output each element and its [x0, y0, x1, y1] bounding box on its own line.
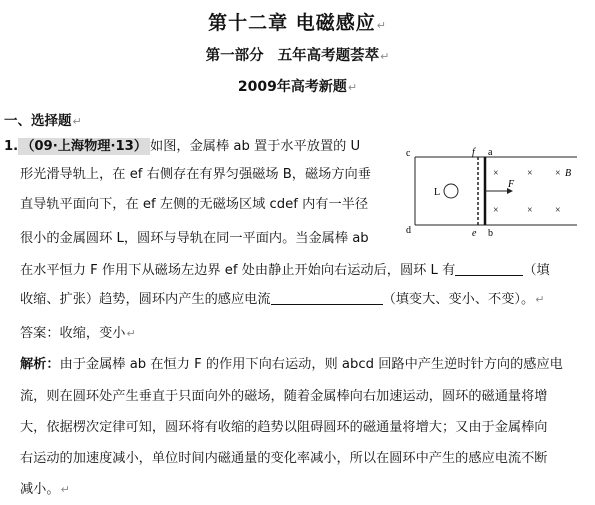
question-text-5a: 在水平恒力 F 作用下从磁场左边界 ef 处由静止开始向右运动后，圆环 L 有 — [20, 263, 456, 278]
analysis-line-3: 大，依据楞次定律可知，圆环将有收缩的趋势以阻碍圆环的磁通量将增大；又由于金属棒向 — [20, 420, 548, 435]
label-f: f — [472, 147, 475, 158]
chapter-title — [0, 8, 595, 35]
question-line-1 — [4, 138, 360, 156]
paragraph-mark: ↵ — [60, 483, 70, 496]
part-title — [0, 44, 595, 65]
analysis-line-5 — [20, 481, 70, 499]
question-source: （09·上海物理·13） — [18, 138, 150, 155]
paragraph-mark: ↵ — [347, 81, 358, 94]
analysis-text-5: 减小。 — [20, 482, 60, 497]
question-text-6a: 收缩、扩张）趋势，圆环内产生的感应电流 — [20, 292, 271, 307]
field-cross: × — [555, 168, 561, 179]
label-c: c — [406, 148, 411, 159]
question-text-6b: （填变大、变小、不变）。 — [382, 292, 535, 307]
analysis-label: 解析： — [20, 357, 60, 372]
field-cross: × — [527, 168, 533, 179]
question-line-5 — [20, 261, 550, 280]
question-line-4: 很小的金属圆环 L，圆环与导轨在同一平面内。当金属棒 ab — [20, 231, 369, 246]
part-title-a: 第一部分 — [205, 48, 264, 64]
paragraph-mark: ↵ — [72, 115, 82, 128]
analysis-text-1: 由于金属棒 ab 在恒力 F 的作用下向右运动，则 abcd 回路中产生逆时针方向的感应电 — [59, 357, 563, 372]
circuit-figure — [405, 147, 585, 237]
paragraph-mark: ↵ — [376, 19, 387, 32]
field-cross: × — [527, 205, 533, 216]
question-number: 1. — [4, 139, 19, 154]
label-e: e — [472, 228, 477, 237]
paragraph-mark: ↵ — [380, 50, 390, 63]
question-text-5b: （填 — [523, 263, 550, 278]
label-d: d — [406, 225, 411, 236]
answer-line — [20, 325, 136, 343]
answer-blank-2 — [271, 290, 383, 305]
question-line-6 — [20, 290, 544, 309]
label-force: F — [508, 179, 515, 190]
question-line-2: 形光滑导轨上，在 ef 右侧存在有界匀强磁场 B，磁场方向垂 — [20, 167, 371, 182]
field-cross: × — [493, 205, 499, 216]
question-line-3: 直导轨平面向下，在 ef 左侧的无磁场区域 cdef 内有一半径 — [20, 197, 369, 212]
paragraph-mark: ↵ — [535, 293, 545, 306]
subtitle — [0, 76, 595, 96]
analysis-line-4: 右运动的加速度减小，单位时间内磁通量的变化率减小，所以在圆环中产生的感应电流不断 — [20, 451, 548, 466]
question-text-1: 如图，金属棒 ab 置于水平放置的 U — [150, 139, 361, 154]
subtitle-text: 2009年高考新题 — [237, 79, 347, 95]
part-title-b: 五年高考题荟萃 — [277, 48, 380, 64]
label-b: b — [488, 228, 493, 237]
field-cross: × — [555, 205, 561, 216]
field-cross: × — [493, 168, 499, 179]
metal-ring — [444, 184, 458, 198]
answer-blank-1 — [455, 261, 523, 276]
label-ring: L — [434, 187, 441, 198]
section-heading-text: 一、选择题 — [4, 113, 72, 129]
label-a: a — [488, 147, 493, 158]
label-field: B — [565, 168, 572, 179]
answer-text: 答案：收缩，变小 — [20, 326, 126, 341]
section-heading — [4, 109, 82, 129]
paragraph-mark: ↵ — [126, 327, 136, 340]
analysis-line-1 — [20, 356, 563, 374]
chapter-title-text: 第十二章 电磁感应 — [208, 12, 376, 34]
analysis-line-2: 流，则在圆环处产生垂直于只面向外的磁场，随着金属棒向右加速运动，圆环的磁通量将增 — [20, 389, 548, 404]
